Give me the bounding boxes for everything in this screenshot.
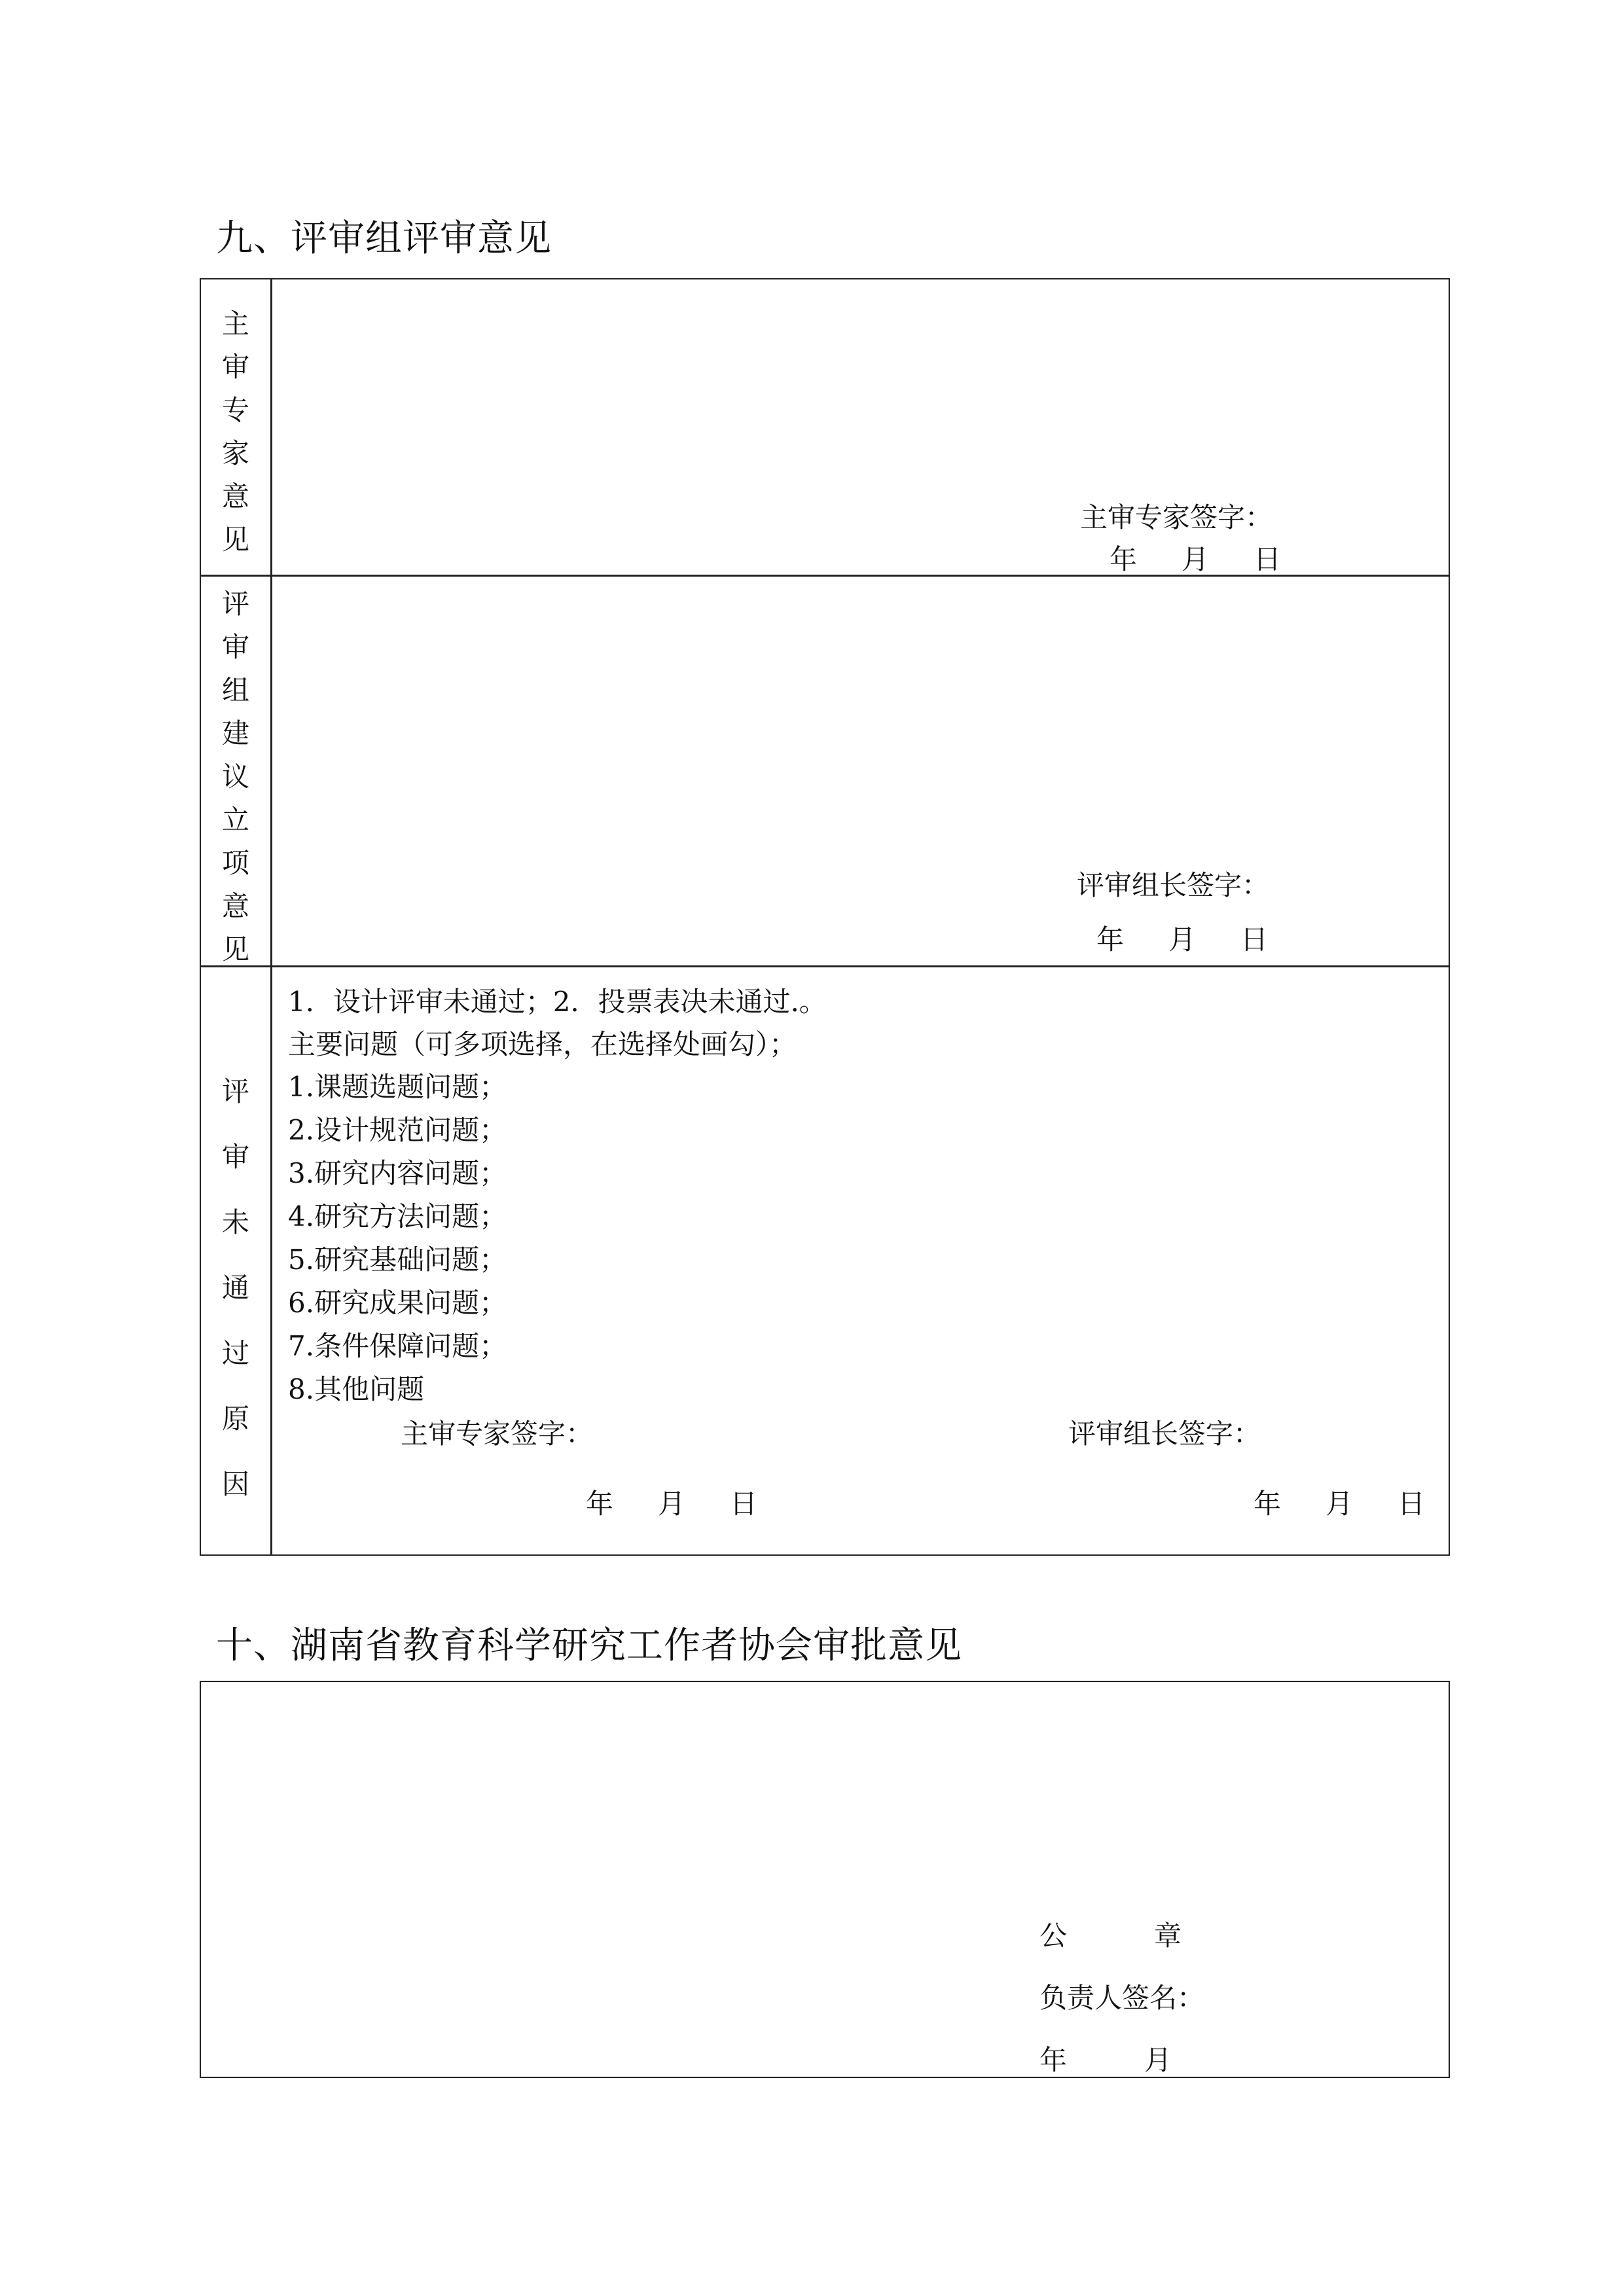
- problem-item: 5.研究基础问题；: [288, 1244, 507, 1276]
- approval-date: 年 月: [1039, 2044, 1172, 2076]
- failure-right-date: 年 月 日: [1254, 1488, 1426, 1520]
- chief-expert-date: 年 月 日: [1110, 543, 1282, 575]
- problem-list: [288, 1066, 507, 1411]
- failure-reason-line-1: 1．设计评审未通过；2．投票表决未通过.。: [288, 986, 827, 1018]
- failure-reason-line-2: 主要问题（可多项选择，在选择处画勾）；: [288, 1028, 797, 1060]
- failure-group-leader-signature-label: 评审组长签字：: [1068, 1418, 1261, 1450]
- chief-expert-signature-label: 主审专家签字：: [1080, 501, 1273, 533]
- approval-box: [200, 1681, 1450, 2078]
- problem-item: 3.研究内容问题；: [288, 1157, 507, 1189]
- failure-chief-expert-signature-label: 主审专家签字：: [401, 1418, 594, 1450]
- chief-expert-opinion-label: 主 审 专 家 意 见: [221, 308, 249, 556]
- problem-item: 6.研究成果问题；: [288, 1287, 507, 1319]
- problem-item: 1.课题选题问题；: [288, 1071, 507, 1103]
- problem-item: 2.设计规范问题；: [288, 1114, 507, 1146]
- official-seal-label: 公 章: [1039, 1920, 1182, 1952]
- responsible-person-signature-label: 负责人签名：: [1039, 1982, 1205, 2014]
- problem-item: 7.条件保障问题；: [288, 1330, 507, 1362]
- problem-item: 4.研究方法问题；: [288, 1200, 507, 1232]
- review-table-row-divider-2: [200, 965, 1450, 967]
- group-leader-date: 年 月 日: [1096, 924, 1269, 956]
- section-10-title: 十、湖南省教育科学研究工作者协会审批意见: [216, 1624, 962, 1667]
- section-9-title: 九、评审组评审意见: [216, 217, 552, 260]
- group-leader-signature-label: 评审组长签字：: [1077, 869, 1270, 901]
- problem-item: 8.其他问题: [288, 1373, 425, 1405]
- failure-reason-label: 评 审 未 通 过 原 因: [221, 1075, 249, 1500]
- group-recommendation-label: 评 审 组 建 议 立 项 意 见: [221, 588, 249, 965]
- failure-left-date: 年 月 日: [586, 1488, 758, 1520]
